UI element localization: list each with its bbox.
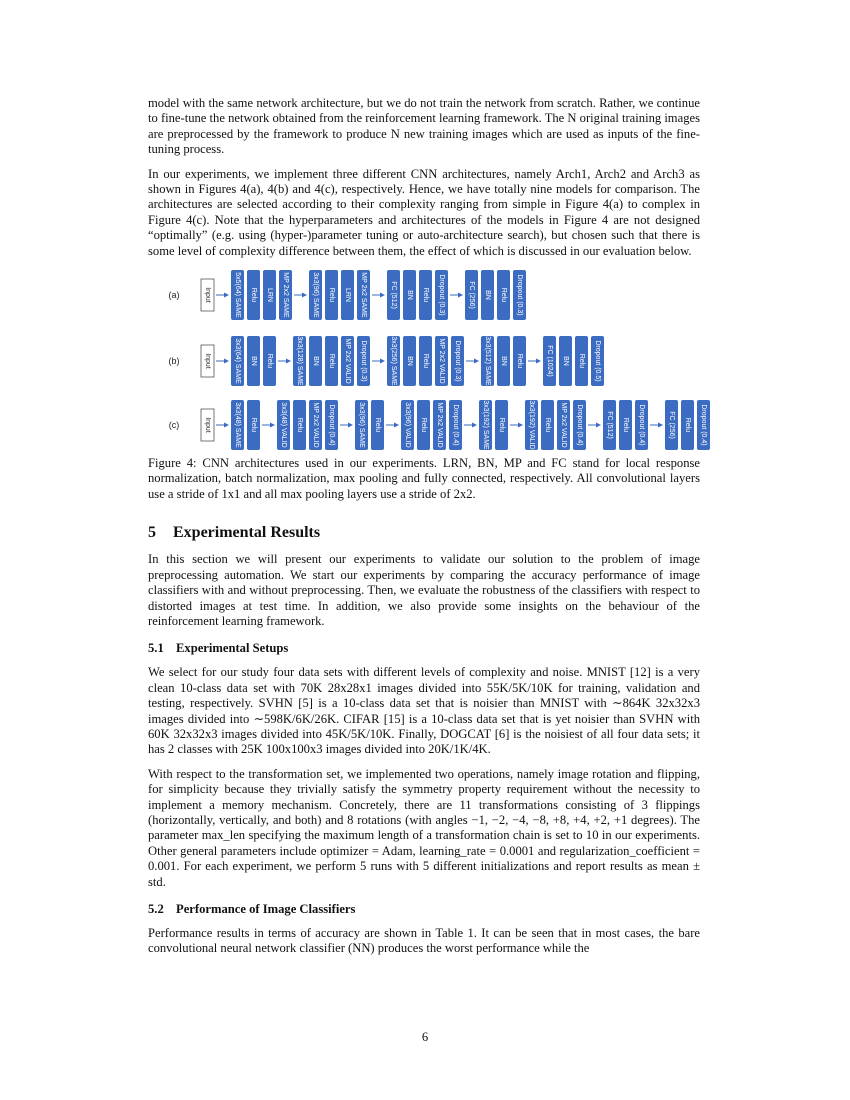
svg-text:Relu: Relu xyxy=(328,353,335,369)
svg-text:LRN: LRN xyxy=(266,288,273,303)
layer-block xyxy=(449,400,462,450)
svg-text:Dropout (0.3): Dropout (0.3) xyxy=(454,340,461,382)
paragraph-section-intro: In this section we will present our experiments to validate our solution to the problem of image preprocessing automation. We start our experiments by comparing the accuracy performance of image classifiers with and without preprocessing. Then, we evaluate the robustness of the classifiers with respect to distorted images at test time. In addition, we also provide some insights on the behaviour of the reinforcement learning framework. xyxy=(148,552,700,628)
layer-block xyxy=(231,400,244,450)
paragraph-datasets: We select for our study four data sets with different levels of complexity and noise. MNIST [12] is a very clean 10-class data set with 70K 28x28x1 images divided into 55K/5K/10K for training, validation and testing, respectively. SVHN [5] is a 10-class data set that is noisier than MNIST with ∼864K 32x32x3 images divided into ∼598K/6K/26K. CIFAR [15] is a 10-class data set that is yet noisier than SVHN with 60K 32x32x3 images divided into 45K/5K/10K. Finally, DOGCAT [6] is the noisiest of all four data sets; it has 2 classes with 25K 100x100x3 images divided into 20K/1K/4K. xyxy=(148,665,700,757)
svg-text:Dropout (0.4): Dropout (0.4) xyxy=(638,404,645,446)
svg-text:3x3(96) VALID: 3x3(96) VALID xyxy=(404,402,411,448)
svg-text:BN: BN xyxy=(406,290,413,300)
svg-text:3x3(192) SAME: 3x3(192) SAME xyxy=(482,400,489,450)
svg-text:3x3(256) SAME: 3x3(256) SAME xyxy=(390,336,397,386)
section-number: 5 xyxy=(148,524,156,542)
paragraph-performance: Performance results in terms of accuracy are shown in Table 1. It can be seen that in most cases, the bare convolutional neural network classifier (NN) produces the worst performance while the xyxy=(148,926,700,956)
layer-block xyxy=(619,400,632,450)
svg-text:Input: Input xyxy=(204,287,211,303)
layer-block xyxy=(419,336,432,386)
svg-text:FC (256): FC (256) xyxy=(668,411,675,439)
layer-block xyxy=(681,400,694,450)
layer-block xyxy=(697,400,710,450)
svg-text:MP 2x2 VALID: MP 2x2 VALID xyxy=(438,338,445,384)
layer-block xyxy=(635,400,648,450)
svg-text:Relu: Relu xyxy=(328,287,335,303)
svg-text:Relu: Relu xyxy=(622,417,629,433)
svg-text:Relu: Relu xyxy=(516,353,523,369)
svg-text:Dropout (0.4): Dropout (0.4) xyxy=(328,404,335,446)
svg-text:Relu: Relu xyxy=(544,417,551,433)
svg-text:LRN: LRN xyxy=(344,288,351,303)
layer-block xyxy=(451,336,464,386)
layer-block xyxy=(277,400,290,450)
svg-text:3x3(48) SAME: 3x3(48) SAME xyxy=(234,402,241,448)
layer-block xyxy=(371,400,384,450)
svg-text:FC (512): FC (512) xyxy=(390,281,397,309)
figure-cnn-architectures xyxy=(148,268,707,450)
layer-block xyxy=(357,336,370,386)
paragraph-architectures: In our experiments, we implement three different CNN architectures, namely Arch1, Arch2 and Arch3 as shown in Figures 4(a), 4(b) and 4(c), respectively. Hence, we have totally nine models for comparison. The architectures are selected according to their complexity ranging from simple in Figure 4(a) to complex in Figure 4(c). Note that the hyperparameters and architectures of the models in Figure 4 are not designed “optimally” (e.g. using (hyper-)parameter tuning or auto-architecture search), but chosen such that there is some level of complexity difference between them, the effect of which is discussed in our evaluation below. xyxy=(148,166,700,258)
row-label: (b) xyxy=(168,356,180,367)
svg-text:Relu: Relu xyxy=(374,417,381,433)
figure-caption: Figure 4: CNN architectures used in our experiments. LRN, BN, MP and FC stand for local response normalization, batch normalization, max pooling and fully connected, respectively. All convolutional layers use a stride of 1x1 and all max pooling layers use a stride of 2x2. xyxy=(148,456,700,501)
layer-block xyxy=(231,270,244,320)
paragraph-intro: model with the same network architecture, but we do not train the network from scratch. Rather, we continue to fine-tune the network obtained from the reinforcement learning framework. The N original training images are preprocessed by the framework to produce N new training images which are used as inputs of the fine-tuning process. xyxy=(148,96,700,157)
svg-text:FC (1024): FC (1024) xyxy=(546,345,553,377)
layer-block xyxy=(263,270,276,320)
svg-text:Dropout (0.3): Dropout (0.3) xyxy=(438,274,445,316)
svg-text:Dropout (0.5): Dropout (0.5) xyxy=(594,340,601,382)
layer-block xyxy=(263,336,276,386)
layer-block xyxy=(435,270,448,320)
subsection-heading-setups xyxy=(148,641,700,656)
layer-block xyxy=(573,400,586,450)
layer-block xyxy=(479,400,492,450)
layer-block xyxy=(293,336,306,386)
svg-text:Input: Input xyxy=(204,353,211,369)
svg-text:3x3(96) SAME: 3x3(96) SAME xyxy=(312,272,319,318)
svg-text:Relu: Relu xyxy=(422,287,429,303)
layer-block xyxy=(325,270,338,320)
input-block xyxy=(201,409,214,441)
subsection-title: Performance of Image Classifiers xyxy=(176,902,356,916)
section-heading xyxy=(148,524,700,542)
svg-text:BN: BN xyxy=(562,356,569,366)
layer-block xyxy=(591,336,604,386)
svg-text:MP 2x2 SAME: MP 2x2 SAME xyxy=(360,272,367,318)
page-body xyxy=(148,96,707,966)
layer-block xyxy=(325,400,338,450)
svg-text:3x3(48) VALID: 3x3(48) VALID xyxy=(280,402,287,448)
layer-block xyxy=(401,400,414,450)
svg-text:Dropout (0.4): Dropout (0.4) xyxy=(452,404,459,446)
layer-block xyxy=(309,400,322,450)
svg-text:BN: BN xyxy=(484,290,491,300)
architecture-diagram xyxy=(148,268,707,450)
layer-block xyxy=(495,400,508,450)
svg-text:BN: BN xyxy=(406,356,413,366)
svg-text:MP 2x2 VALID: MP 2x2 VALID xyxy=(560,402,567,448)
svg-text:BN: BN xyxy=(250,356,257,366)
layer-block xyxy=(575,336,588,386)
svg-text:FC (512): FC (512) xyxy=(606,411,613,439)
layer-block xyxy=(247,270,260,320)
subsection-title: Experimental Setups xyxy=(176,641,289,656)
layer-block xyxy=(387,336,400,386)
layer-block xyxy=(247,400,260,450)
layer-block xyxy=(435,336,448,386)
layer-block xyxy=(541,400,554,450)
layer-block xyxy=(341,270,354,320)
svg-text:BN: BN xyxy=(500,356,507,366)
layer-block xyxy=(465,270,478,320)
svg-text:3x3(512) SAME: 3x3(512) SAME xyxy=(484,336,491,386)
layer-block xyxy=(417,400,430,450)
layer-block xyxy=(247,336,260,386)
svg-text:3x3(128) SAME: 3x3(128) SAME xyxy=(296,336,303,386)
svg-text:Input: Input xyxy=(204,417,211,433)
layer-block xyxy=(419,270,432,320)
row-label: (c) xyxy=(168,420,180,431)
svg-text:Dropout (0.4): Dropout (0.4) xyxy=(576,404,583,446)
layer-block xyxy=(603,400,616,450)
svg-text:Relu: Relu xyxy=(250,287,257,303)
page-number: 6 xyxy=(421,1030,429,1044)
svg-text:Dropout (0.3): Dropout (0.3) xyxy=(360,340,367,382)
svg-text:MP 2x2 VALID: MP 2x2 VALID xyxy=(436,402,443,448)
layer-block xyxy=(525,400,538,450)
svg-text:3x3(64) SAME: 3x3(64) SAME xyxy=(234,338,241,384)
svg-text:Relu: Relu xyxy=(500,287,507,303)
svg-text:MP 2x2 VALID: MP 2x2 VALID xyxy=(344,338,351,384)
layer-block xyxy=(513,336,526,386)
input-block xyxy=(201,345,214,377)
layer-block xyxy=(665,400,678,450)
layer-block xyxy=(293,400,306,450)
subsection-number: 5.1 xyxy=(148,641,164,656)
svg-text:FC (256): FC (256) xyxy=(468,281,475,309)
svg-text:Relu: Relu xyxy=(498,417,505,433)
layer-block xyxy=(357,270,370,320)
row-label: (a) xyxy=(168,290,180,301)
svg-text:Relu: Relu xyxy=(296,417,303,433)
layer-block xyxy=(497,270,510,320)
layer-block xyxy=(433,400,446,450)
input-block xyxy=(201,279,214,311)
layer-block xyxy=(481,336,494,386)
layer-block xyxy=(497,336,510,386)
layer-block xyxy=(481,270,494,320)
subsection-number: 5.2 xyxy=(148,902,164,916)
paragraph-transformations: With respect to the transformation set, we implemented two operations, namely image rotation and flipping, for simplicity because they trivially satisfy the symmetry property requirement without the necessity to implement a memory mechanism. Concretely, there are 11 transformations consisting of 3 flippings (horizontally, vertically, and both) and 8 rotations (with angles −1, −2, −4, −8, +8, +4, +2, +1 degrees). The parameter max_len specifying the maximum length of a transformation chain is set to 10 in our experiments. Other general parameters include optimizer = Adam, learning_rate = 0.0001 and regularization_coefficient = 0.001. For each experiment, we perform 5 runs with 5 different initializations and report results as mean ± std. xyxy=(148,766,700,889)
layer-block xyxy=(559,336,572,386)
layer-block xyxy=(403,270,416,320)
svg-text:Dropout (0.3): Dropout (0.3) xyxy=(516,274,523,316)
layer-block xyxy=(543,336,556,386)
layer-block xyxy=(513,270,526,320)
layer-block xyxy=(403,336,416,386)
svg-text:Relu: Relu xyxy=(578,353,585,369)
svg-text:5x5(64) SAME: 5x5(64) SAME xyxy=(234,272,241,318)
layer-block xyxy=(325,336,338,386)
svg-text:3x3(192) VALID: 3x3(192) VALID xyxy=(528,400,535,450)
svg-text:Relu: Relu xyxy=(684,417,691,433)
layer-block xyxy=(557,400,570,450)
svg-text:3x3(96) SAME: 3x3(96) SAME xyxy=(358,402,365,448)
svg-text:Relu: Relu xyxy=(422,353,429,369)
layer-block xyxy=(309,336,322,386)
subsection-heading-performance xyxy=(148,902,700,917)
svg-text:Relu: Relu xyxy=(250,417,257,433)
layer-block xyxy=(387,270,400,320)
layer-block xyxy=(309,270,322,320)
layer-block xyxy=(231,336,244,386)
layer-block xyxy=(279,270,292,320)
svg-text:Relu: Relu xyxy=(266,353,273,369)
layer-block xyxy=(341,336,354,386)
svg-text:MP 2x2 SAME: MP 2x2 SAME xyxy=(282,272,289,318)
svg-text:Relu: Relu xyxy=(420,417,427,433)
svg-text:BN: BN xyxy=(312,356,319,366)
layer-block xyxy=(355,400,368,450)
section-title: Experimental Results xyxy=(173,524,321,542)
svg-text:Dropout (0.4): Dropout (0.4) xyxy=(700,404,707,446)
svg-text:MP 2x2 VALID: MP 2x2 VALID xyxy=(312,402,319,448)
